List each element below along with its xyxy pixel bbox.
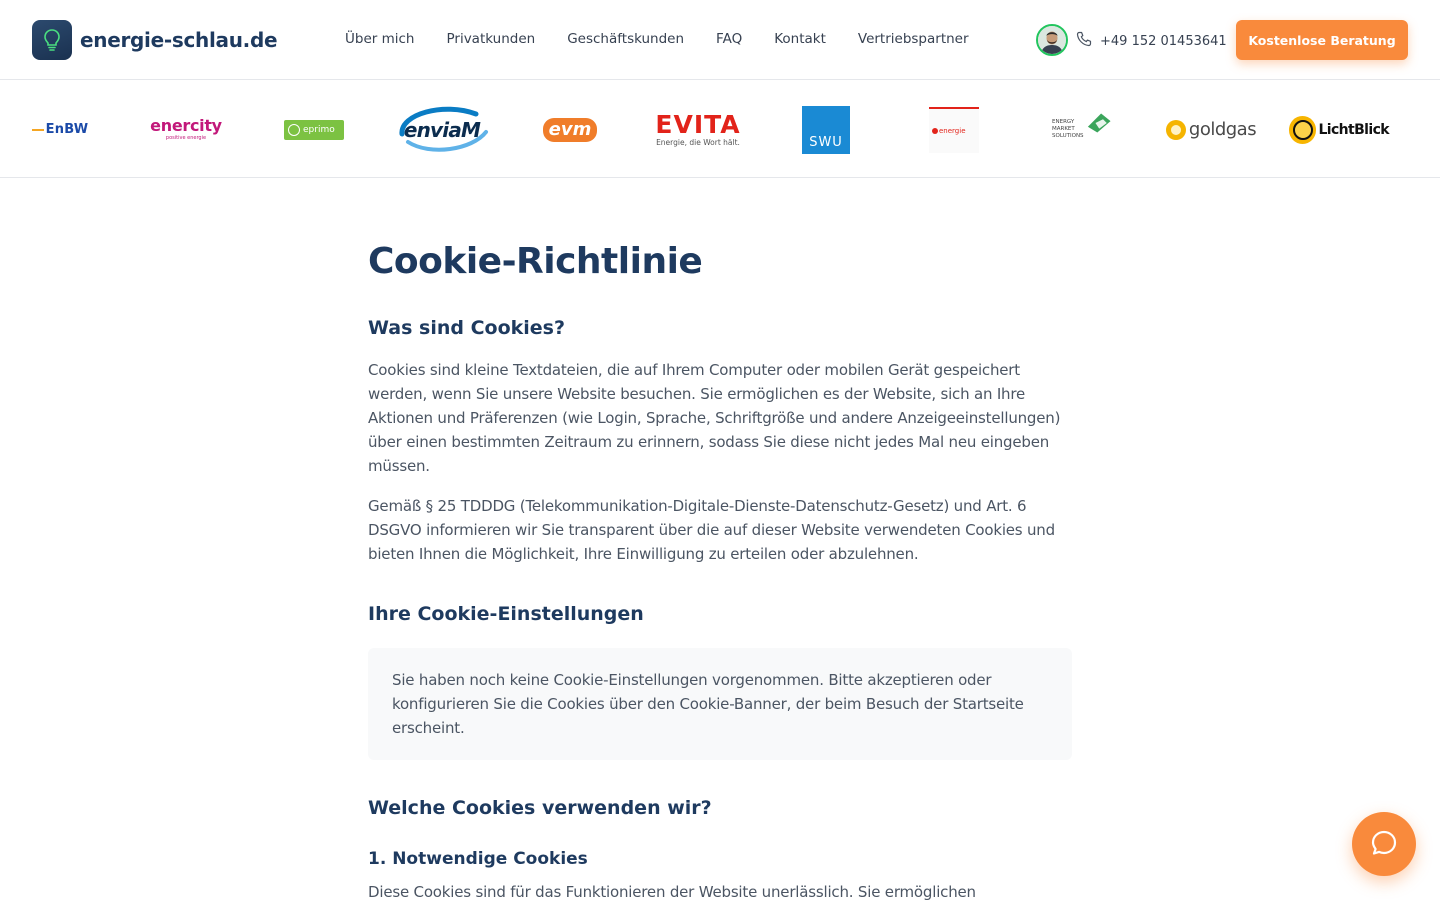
partner-logo-lichtblick: LichtBlick [1289, 81, 1389, 178]
partner-logo-swu: SWU [802, 81, 850, 178]
partner-logo-energy-market-solutions: ENERGY MARKET SOLUTIONS [1052, 81, 1112, 178]
partner-logo-enbw: EnBW [28, 81, 92, 178]
nav-ueber-mich[interactable]: Über mich [345, 31, 415, 47]
partner-logo-strip [0, 81, 1440, 178]
partner-logo-evita: EVITA Energie, die Wort hält. [655, 109, 741, 147]
free-consultation-button[interactable]: Kostenlose Beratung [1236, 20, 1408, 60]
page-title: Cookie-Richtlinie [368, 241, 703, 282]
lightbulb-icon [32, 20, 72, 60]
nav-privatkunden[interactable]: Privatkunden [446, 31, 536, 47]
cookie-policy-content [368, 236, 1072, 900]
brand-name: energie-schlau.de [80, 28, 278, 52]
nav-vertriebspartner[interactable]: Vertriebspartner [857, 31, 969, 47]
avatar [1036, 24, 1068, 56]
phone-number: +49 152 01453641 [1100, 33, 1227, 49]
section-heading-which-cookies: Welche Cookies verwenden wir? [368, 797, 712, 819]
partner-logo-enviam: enviaM [394, 81, 490, 178]
nav-geschaeftskunden[interactable]: Geschäftskunden [567, 31, 685, 47]
paragraph-necessary-cookies: Diese Cookies sind für das Funktionieren der Website unerlässlich. Sie ermöglichen [368, 883, 976, 900]
main-nav [345, 31, 1001, 47]
phone-link[interactable] [1076, 31, 1227, 51]
partner-logo-energie: energie [928, 81, 980, 178]
phone-icon [1076, 31, 1092, 51]
section-heading-cookie-settings: Ihre Cookie-Einstellungen [368, 603, 644, 625]
partner-logo-enercity: enercity positive energie [150, 116, 222, 141]
chat-bubble-icon [1369, 828, 1399, 861]
subheading-necessary-cookies: 1. Notwendige Cookies [368, 849, 588, 869]
partner-logo-evm: evm [540, 81, 600, 178]
paragraph-cookies-definition: Cookies sind kleine Textdateien, die auf Ihrem Computer oder mobilen Gerät gespeichert werden, wenn Sie unsere Website besuchen. Sie ermöglichen es der Website, sich an Ihre Aktionen und Präferenzen (wie Login, Sprache, Schriftgröße und andere Anzeigeeinstellungen) über einen bestimmten Zeitraum zu erinnern, sodass Sie diese nicht jedes Mal neu eingeben müssen. [368, 361, 1061, 475]
section-heading-what-are-cookies: Was sind Cookies? [368, 317, 566, 339]
partner-logo-eprimo: eprimo [284, 81, 344, 178]
site-header [0, 0, 1440, 80]
nav-faq[interactable]: FAQ [716, 31, 743, 47]
partner-logo-goldgas: goldgas [1163, 81, 1259, 178]
site-logo[interactable] [32, 20, 277, 60]
chat-button[interactable] [1352, 812, 1416, 876]
nav-kontakt[interactable]: Kontakt [774, 31, 826, 47]
paragraph-legal-basis: Gemäß § 25 TDDDG (Telekommunikation-Digitale-Dienste-Datenschutz-Gesetz) und Art. 6 DSGVO informieren wir Sie transparent über die auf dieser Website verwendeten Cookies und bieten Ihnen die Möglichkeit, Ihre Einwilligung zu erteilen oder abzulehnen. [368, 497, 1055, 563]
cookie-settings-notice [368, 648, 1072, 760]
cookie-settings-notice-text: Sie haben noch keine Cookie-Einstellungen vorgenommen. Bitte akzeptieren oder konfigurieren Sie die Cookies über den Cookie-Banner, der beim Besuch der Startseite erscheint. [392, 671, 1024, 737]
